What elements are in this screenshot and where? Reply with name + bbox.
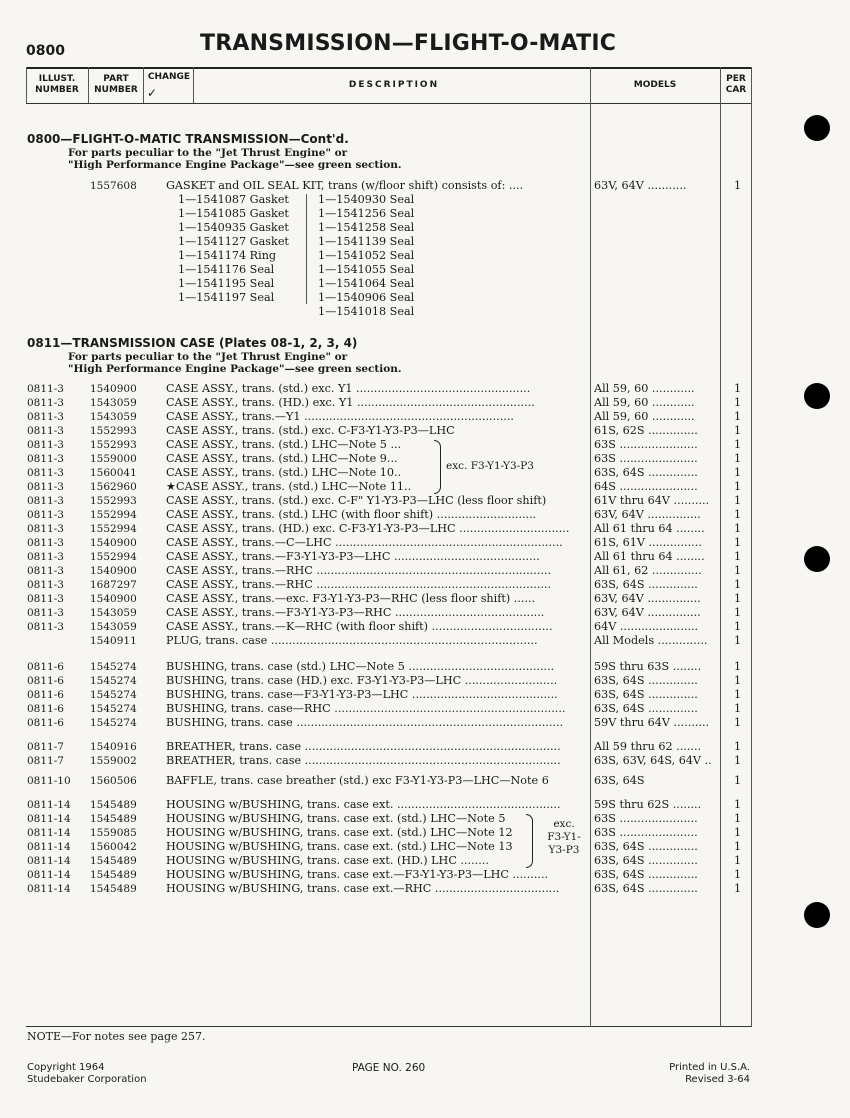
models: 63S, 64S .............. — [594, 868, 698, 881]
models: 63V, 64V ........... — [594, 179, 687, 192]
brace-group-2 — [526, 814, 533, 868]
table-row — [0, 466, 850, 480]
models: All 61, 62 .............. — [594, 564, 702, 577]
col-per-header — [722, 74, 750, 96]
section-heading-0800: 0800—FLIGHT-O-MATIC TRANSMISSION—Cont'd. — [27, 132, 349, 146]
copyright-line2: Studebaker Corporation — [27, 1074, 147, 1085]
section-heading-0811: 0811—TRANSMISSION CASE (Plates 08-1, 2, 3, 4) — [27, 336, 358, 350]
table-row — [0, 522, 850, 536]
table-row — [0, 674, 850, 688]
table-row — [0, 410, 850, 424]
models: 59S thru 62S ........ — [594, 798, 702, 811]
table-row — [0, 382, 850, 396]
table-row — [0, 812, 850, 826]
kit-item: 1—1541174 Ring — [178, 249, 277, 262]
models: 63V, 64V ............... — [594, 508, 701, 521]
illust-number: 0811-3 — [27, 467, 64, 479]
models: 61S, 61V ............... — [594, 536, 702, 549]
part-number: 1552994 — [90, 523, 137, 535]
kit-item: 1—1541055 Seal — [318, 263, 415, 276]
models: 63S, 64S .............. — [594, 674, 698, 687]
per-car: 1 — [734, 840, 742, 853]
part-number: 1545489 — [90, 813, 137, 825]
illust-number: 0811-3 — [27, 537, 64, 549]
table-row — [0, 854, 850, 868]
illust-number: 0811-14 — [27, 883, 71, 895]
kit-item: 1—1540906 Seal — [318, 291, 415, 304]
description: GASKET and OIL SEAL KIT, trans (w/floor shift) consists of: .... — [166, 179, 524, 192]
illust-number: 0811-14 — [27, 813, 71, 825]
illust-number: 0811-3 — [27, 593, 64, 605]
illust-number: 0811-6 — [27, 717, 64, 729]
print-info — [640, 1062, 750, 1086]
per-car: 1 — [734, 774, 742, 787]
illust-number: 0811-3 — [27, 439, 64, 451]
col-models-header: MODELS — [633, 80, 677, 90]
illust-number: 0811-6 — [27, 675, 64, 687]
table-row — [0, 606, 850, 620]
kit-item: 1—1541256 Seal — [318, 207, 415, 220]
kit-item: 1—1541258 Seal — [318, 221, 415, 234]
binder-hole — [804, 546, 830, 572]
models: 63S, 64S .............. — [594, 688, 698, 701]
description: BUSHING, trans. case—RHC ................................................................. — [166, 702, 566, 715]
table-row — [0, 452, 850, 466]
part-number: 1545489 — [90, 883, 137, 895]
per-car: 1 — [734, 740, 742, 753]
illust-number: 0811-3 — [27, 523, 64, 535]
models: All 59 thru 62 ....... — [594, 740, 702, 753]
per-car: 1 — [734, 702, 742, 715]
part-number: 1545274 — [90, 703, 137, 715]
per-car: 1 — [734, 494, 742, 507]
table-row — [0, 564, 850, 578]
kit-item: 1—1541087 Gasket — [178, 193, 289, 206]
per-car: 1 — [734, 536, 742, 549]
per-car: 1 — [734, 798, 742, 811]
table-row — [0, 688, 850, 702]
kit-item: 1—1541195 Seal — [178, 277, 275, 290]
models: 63S, 64S .............. — [594, 840, 698, 853]
per-car: 1 — [734, 179, 742, 192]
per-car: 1 — [734, 882, 742, 895]
table-row — [0, 480, 850, 494]
per-car: 1 — [734, 522, 742, 535]
models: 59S thru 63S ........ — [594, 660, 702, 673]
part-number: 1545274 — [90, 675, 137, 687]
footer-note: NOTE—For notes see page 257. — [27, 1030, 206, 1043]
kit-divider — [306, 194, 307, 304]
per-car: 1 — [734, 508, 742, 521]
illust-number: 0811-7 — [27, 741, 64, 753]
part-number: 1687297 — [90, 579, 137, 591]
illust-number: 0811-6 — [27, 703, 64, 715]
col-div-3 — [193, 67, 194, 103]
table-row — [0, 620, 850, 634]
part-number: 1559002 — [90, 755, 137, 767]
col-div-2 — [143, 67, 144, 103]
description: CASE ASSY., trans. (std.) exc. C-F3-Y1-Y3-P3—LHC — [166, 424, 455, 437]
table-row — [0, 660, 850, 674]
per-car: 1 — [734, 688, 742, 701]
description: BUSHING, trans. case (HD.) exc. F3-Y1-Y3-P3—LHC .......................... — [166, 674, 558, 687]
kit-contents-right — [318, 193, 414, 319]
models: All 59, 60 ............ — [594, 410, 695, 423]
top-rule — [26, 67, 752, 69]
brace-group-1 — [434, 440, 441, 494]
col-change-header: CHANGE — [147, 72, 191, 82]
table-row — [0, 424, 850, 438]
models: 63V, 64V ............... — [594, 592, 701, 605]
description: CASE ASSY., trans. (HD.) exc. Y1 .................................................. — [166, 396, 535, 409]
part-number: 1557608 — [90, 180, 137, 192]
illust-number: 0811-3 — [27, 607, 64, 619]
per-car: 1 — [734, 396, 742, 409]
per-car: 1 — [734, 660, 742, 673]
illust-number: 0811-14 — [27, 841, 71, 853]
illust-number: 0811-3 — [27, 411, 64, 423]
table-row — [0, 438, 850, 452]
illust-number: 0811-6 — [27, 689, 64, 701]
description: HOUSING w/BUSHING, trans. case ext. (std.) LHC—Note 5 — [166, 812, 506, 825]
description: HOUSING w/BUSHING, trans. case ext. .............................................. — [166, 798, 561, 811]
part-number: 1552994 — [90, 509, 137, 521]
printed-in: Printed in U.S.A. — [669, 1062, 750, 1073]
description: CASE ASSY., trans.—RHC .................................................................. — [166, 564, 552, 577]
models: 63S, 64S — [594, 774, 645, 787]
illust-number: 0811-3 — [27, 551, 64, 563]
body-bottom-rule — [26, 1026, 752, 1027]
kit-contents-left — [178, 193, 289, 305]
table-row — [0, 179, 850, 193]
description: BREATHER, trans. case ........................................................................ — [166, 754, 561, 767]
models: 63S ...................... — [594, 438, 698, 451]
description: BREATHER, trans. case ........................................................................ — [166, 740, 561, 753]
part-number: 1540900 — [90, 593, 137, 605]
models: 63S, 64S .............. — [594, 578, 698, 591]
col-part-header — [90, 74, 142, 96]
illust-number: 0811-3 — [27, 495, 64, 507]
per-car: 1 — [734, 410, 742, 423]
per-car: 1 — [734, 868, 742, 881]
col-per-line2: CAR — [725, 85, 747, 95]
col-illust-line2: NUMBER — [35, 85, 79, 95]
description: BAFFLE, trans. case breather (std.) exc F3-Y1-Y3-P3—LHC—Note 6 — [166, 774, 549, 787]
models: 59V thru 64V .......... — [594, 716, 710, 729]
models: 63S, 64S .............. — [594, 702, 698, 715]
description: HOUSING w/BUSHING, trans. case ext. (std.) LHC—Note 13 — [166, 840, 513, 853]
table-row — [0, 840, 850, 854]
description: HOUSING w/BUSHING, trans. case ext.—F3-Y1-Y3-P3—LHC .......... — [166, 868, 549, 881]
table-row — [0, 550, 850, 564]
binder-hole — [804, 115, 830, 141]
models: All 61 thru 64 ........ — [594, 522, 705, 535]
description: CASE ASSY., trans. (HD.) exc. C-F3-Y1-Y3-P3—LHC ............................... — [166, 522, 570, 535]
section-note-line2: "High Performance Engine Package"—see green section. — [68, 159, 402, 171]
illust-number: 0811-7 — [27, 755, 64, 767]
part-number: 1552993 — [90, 495, 137, 507]
per-car: 1 — [734, 716, 742, 729]
description: BUSHING, trans. case—F3-Y1-Y3-P3—LHC ......................................... — [166, 688, 558, 701]
page-section-number: 0800 — [26, 43, 65, 59]
illust-number: 0811-10 — [27, 775, 71, 787]
per-car: 1 — [734, 592, 742, 605]
part-number: 1545489 — [90, 799, 137, 811]
part-number: 1545274 — [90, 689, 137, 701]
exc-note-line3: Y3-P3 — [548, 844, 580, 856]
description: ★CASE ASSY., trans. (std.) LHC—Note 11.. — [166, 480, 412, 493]
per-car: 1 — [734, 466, 742, 479]
change-check-icon: ✓ — [147, 86, 158, 100]
col-div-1 — [88, 67, 89, 103]
part-number: 1540900 — [90, 383, 137, 395]
per-car: 1 — [734, 578, 742, 591]
part-number: 1562960 — [90, 481, 137, 493]
copyright — [27, 1062, 147, 1086]
models: All Models .............. — [594, 634, 708, 647]
col-part-line2: NUMBER — [94, 85, 138, 95]
binder-hole — [804, 902, 830, 928]
part-number: 1543059 — [90, 621, 137, 633]
section-note-line2: "High Performance Engine Package"—see green section. — [68, 363, 402, 375]
kit-item: 1—1541139 Seal — [318, 235, 415, 248]
models: 63S ...................... — [594, 452, 698, 465]
table-row — [0, 634, 850, 648]
part-number: 1540911 — [90, 635, 137, 647]
part-number: 1545274 — [90, 717, 137, 729]
per-car: 1 — [734, 826, 742, 839]
table-row — [0, 868, 850, 882]
models: 64V ...................... — [594, 620, 699, 633]
part-number: 1559085 — [90, 827, 137, 839]
models: 63S, 64S .............. — [594, 854, 698, 867]
description: CASE ASSY., trans. (std.) exc. C-F" Y1-Y3-P3—LHC (less floor shift) — [166, 494, 547, 507]
illust-number: 0811-3 — [27, 383, 64, 395]
per-car: 1 — [734, 606, 742, 619]
table-row — [0, 592, 850, 606]
page-title: TRANSMISSION—FLIGHT-O-MATIC — [200, 31, 617, 56]
copyright-line1: Copyright 1964 — [27, 1062, 105, 1073]
part-number: 1545489 — [90, 869, 137, 881]
per-car: 1 — [734, 382, 742, 395]
per-car: 1 — [734, 550, 742, 563]
models: 63S, 64S .............. — [594, 466, 698, 479]
col-description-header: DESCRIPTION — [348, 80, 440, 90]
exc-note-group-2 — [542, 818, 586, 857]
illust-number: 0811-3 — [27, 579, 64, 591]
description: CASE ASSY., trans.—exc. F3-Y1-Y3-P3—RHC (less floor shift) ...... — [166, 592, 536, 605]
illust-number: 0811-14 — [27, 827, 71, 839]
table-row — [0, 494, 850, 508]
models: 64S ...................... — [594, 480, 698, 493]
models: 63S ...................... — [594, 826, 698, 839]
table-row — [0, 754, 850, 768]
frame-left — [26, 67, 27, 103]
models: All 59, 60 ............ — [594, 396, 695, 409]
per-car: 1 — [734, 674, 742, 687]
illust-number: 0811-3 — [27, 565, 64, 577]
col-illust-header — [28, 74, 86, 96]
kit-item: 1—1541085 Gasket — [178, 207, 289, 220]
illust-number: 0811-3 — [27, 509, 64, 521]
illust-number: 0811-3 — [27, 481, 64, 493]
col-part-line1: PART — [103, 74, 129, 84]
table-row — [0, 882, 850, 896]
models: 61V thru 64V .......... — [594, 494, 710, 507]
description: HOUSING w/BUSHING, trans. case ext. (std.) LHC—Note 12 — [166, 826, 513, 839]
per-car: 1 — [734, 812, 742, 825]
illust-number: 0811-3 — [27, 453, 64, 465]
part-number: 1559000 — [90, 453, 137, 465]
kit-item: 1—1540935 Gasket — [178, 221, 289, 234]
part-number: 1545489 — [90, 855, 137, 867]
table-row — [0, 716, 850, 730]
table-row — [0, 536, 850, 550]
exc-note-group-1: exc. F3-Y1-Y3-P3 — [446, 460, 534, 472]
part-number: 1540916 — [90, 741, 137, 753]
table-row — [0, 826, 850, 840]
page-number: PAGE NO. 260 — [352, 1062, 426, 1074]
kit-item: 1—1541064 Seal — [318, 277, 415, 290]
part-number: 1543059 — [90, 411, 137, 423]
part-number: 1552994 — [90, 551, 137, 563]
part-number: 1545274 — [90, 661, 137, 673]
models: All 59, 60 ............ — [594, 382, 695, 395]
description: CASE ASSY., trans. (std.) LHC—Note 10.. — [166, 466, 402, 479]
description: CASE ASSY., trans.—F3-Y1-Y3-P3—RHC .......................................... — [166, 606, 545, 619]
per-car: 1 — [734, 424, 742, 437]
part-number: 1560042 — [90, 841, 137, 853]
part-number: 1540900 — [90, 565, 137, 577]
section-note-line1: For parts peculiar to the "Jet Thrust Engine" or — [68, 147, 348, 159]
part-number: 1552993 — [90, 425, 137, 437]
part-number: 1540900 — [90, 537, 137, 549]
description: CASE ASSY., trans.—RHC .................................................................. — [166, 578, 552, 591]
col-per-line1: PER — [726, 74, 746, 84]
illust-number: 0811-3 — [27, 621, 64, 633]
per-car: 1 — [734, 754, 742, 767]
description: CASE ASSY., trans.—Y1 ........................................................... — [166, 410, 514, 423]
description: CASE ASSY., trans. (std.) LHC (with floor shift) ............................ — [166, 508, 537, 521]
illust-number: 0811-14 — [27, 799, 71, 811]
models: 63S, 63V, 64S, 64V .. — [594, 754, 712, 767]
exc-note-line2: F3-Y1- — [547, 831, 581, 843]
models: All 61 thru 64 ........ — [594, 550, 705, 563]
part-number: 1543059 — [90, 397, 137, 409]
kit-item: 1—1541176 Seal — [178, 263, 275, 276]
models: 61S, 62S .............. — [594, 424, 698, 437]
header-bottom-rule — [26, 103, 752, 104]
description: CASE ASSY., trans.—C—LHC ................................................................ — [166, 536, 563, 549]
table-row — [0, 508, 850, 522]
part-number: 1560506 — [90, 775, 137, 787]
table-row — [0, 578, 850, 592]
part-number: 1560041 — [90, 467, 137, 479]
per-car: 1 — [734, 634, 742, 647]
description: CASE ASSY., trans. (std.) exc. Y1 ................................................. — [166, 382, 531, 395]
kit-item: 1—1541127 Gasket — [178, 235, 289, 248]
kit-item: 1—1541018 Seal — [318, 305, 415, 318]
models: 63S ...................... — [594, 812, 698, 825]
section-note-line1: For parts peculiar to the "Jet Thrust Engine" or — [68, 351, 348, 363]
description: CASE ASSY., trans.—F3-Y1-Y3-P3—LHC ......................................... — [166, 550, 540, 563]
kit-item: 1—1541197 Seal — [178, 291, 275, 304]
per-car: 1 — [734, 438, 742, 451]
illust-number: 0811-3 — [27, 397, 64, 409]
table-row — [0, 740, 850, 754]
per-car: 1 — [734, 620, 742, 633]
per-car: 1 — [734, 480, 742, 493]
illust-number: 0811-14 — [27, 869, 71, 881]
exc-note-line1: exc. — [553, 818, 575, 830]
description: HOUSING w/BUSHING, trans. case ext.—RHC ................................... — [166, 882, 560, 895]
illust-number: 0811-3 — [27, 425, 64, 437]
description: CASE ASSY., trans. (std.) LHC—Note 5 ... — [166, 438, 402, 451]
illust-number: 0811-6 — [27, 661, 64, 673]
part-number: 1552993 — [90, 439, 137, 451]
binder-hole — [804, 383, 830, 409]
models: 63S, 64S .............. — [594, 882, 698, 895]
description: BUSHING, trans. case (std.) LHC—Note 5 ......................................... — [166, 660, 555, 673]
kit-item: 1—1540930 Seal — [318, 193, 415, 206]
per-car: 1 — [734, 564, 742, 577]
description: BUSHING, trans. case ........................................................................... — [166, 716, 564, 729]
table-row — [0, 774, 850, 788]
col-illust-line1: ILLUST. — [38, 74, 76, 84]
description: CASE ASSY., trans. (std.) LHC—Note 9... — [166, 452, 398, 465]
illust-number: 0811-14 — [27, 855, 71, 867]
table-row — [0, 702, 850, 716]
per-car: 1 — [734, 452, 742, 465]
description: HOUSING w/BUSHING, trans. case ext. (HD.) LHC ........ — [166, 854, 489, 867]
revised-date: Revised 3-64 — [685, 1074, 750, 1085]
description: PLUG, trans. case ........................................................................... — [166, 634, 538, 647]
description: CASE ASSY., trans.—K—RHC (with floor shift) .................................. — [166, 620, 553, 633]
per-car: 1 — [734, 854, 742, 867]
kit-item: 1—1541052 Seal — [318, 249, 415, 262]
part-number: 1543059 — [90, 607, 137, 619]
models: 63V, 64V ............... — [594, 606, 701, 619]
table-row — [0, 798, 850, 812]
table-row — [0, 396, 850, 410]
